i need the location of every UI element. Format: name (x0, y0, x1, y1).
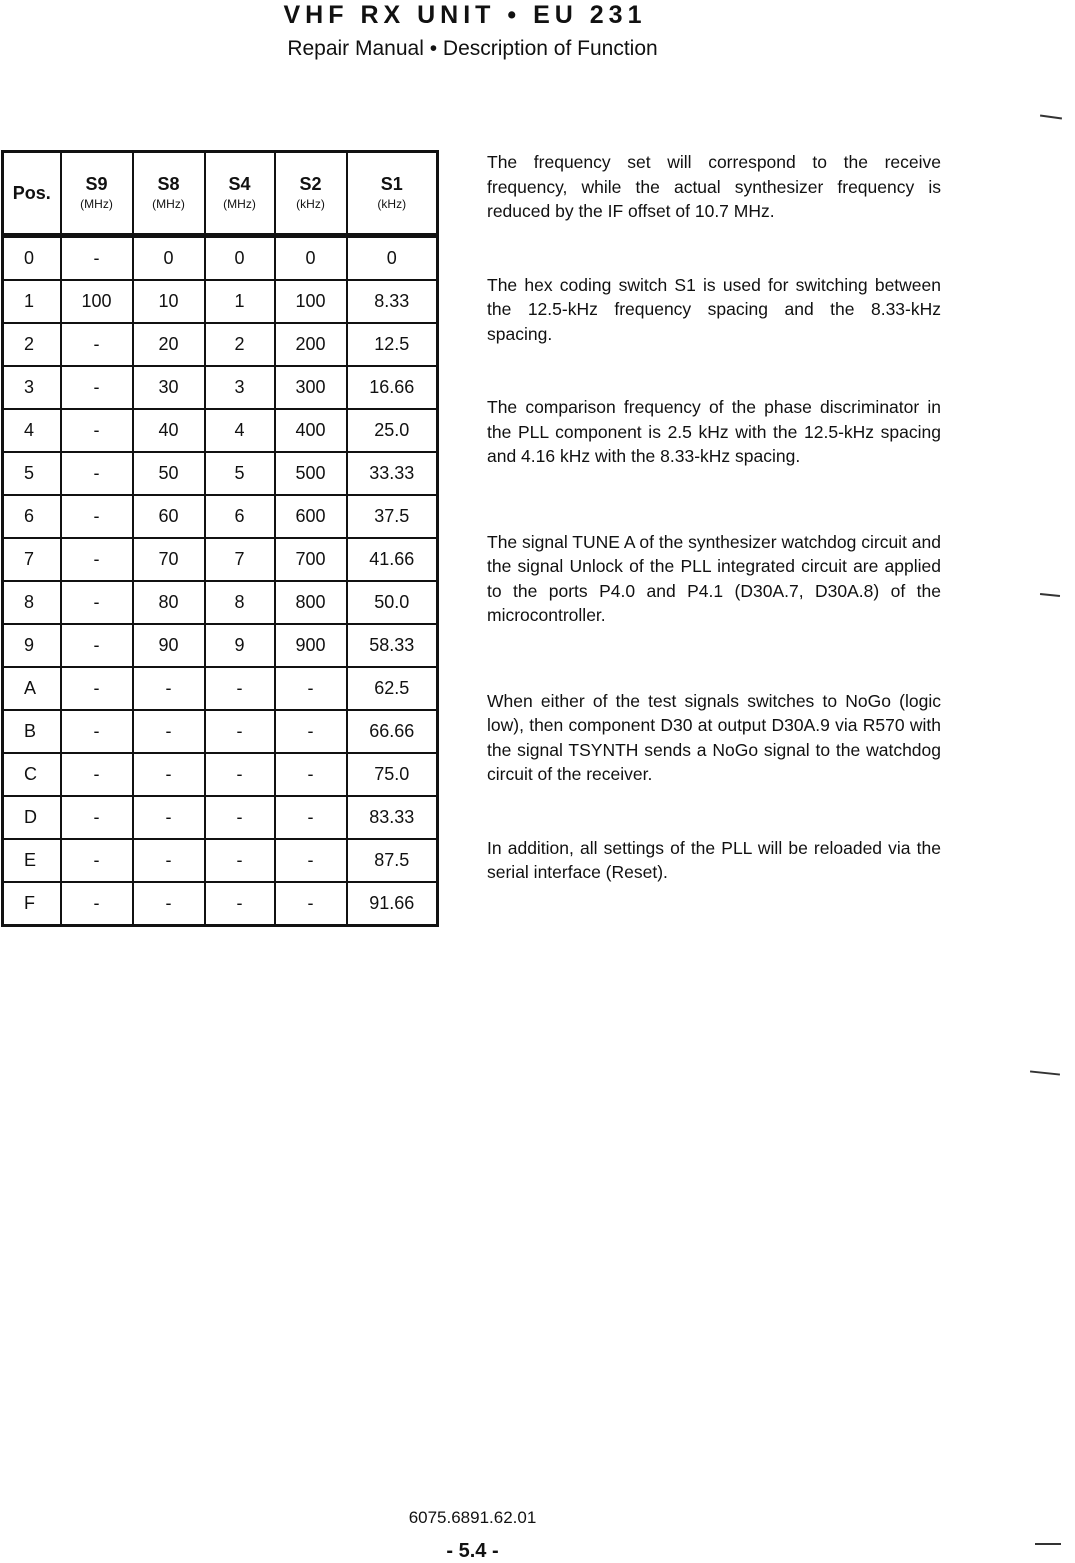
table-row (3, 280, 438, 323)
table-row (3, 452, 438, 495)
value-cell: - (133, 667, 205, 710)
position-cell: 6 (3, 495, 61, 538)
paragraph-hex-switch: The hex coding switch S1 is used for switching between the 12.5-kHz frequency spacing and the 8.33-kHz spacing. (487, 274, 941, 344)
value-cell: 8 (205, 581, 275, 624)
value-cell: - (61, 323, 133, 366)
value-cell: 2 (205, 323, 275, 366)
value-cell: 1 (205, 280, 275, 323)
value-cell: 400 (275, 409, 347, 452)
value-cell: - (61, 710, 133, 753)
table-header-row (3, 152, 438, 236)
position-cell: 9 (3, 624, 61, 667)
value-cell: 60 (133, 495, 205, 538)
position-cell: 3 (3, 366, 61, 409)
header-label: Pos. (12, 182, 51, 203)
value-cell: - (275, 882, 347, 926)
margin-mark (1040, 114, 1062, 119)
value-cell: 7 (205, 538, 275, 581)
value-cell: 0 (205, 236, 275, 281)
value-cell: 25.0 (347, 409, 438, 452)
header-label: S1 (380, 174, 403, 194)
page-number: - 5.4 - (446, 1540, 499, 1562)
value-cell: 80 (133, 581, 205, 624)
value-cell: 12.5 (347, 323, 438, 366)
value-cell: 70 (133, 538, 205, 581)
header-unit: (MHz) (80, 197, 113, 211)
value-cell: 9 (205, 624, 275, 667)
table-row (3, 495, 438, 538)
paragraph-watchdog-signals: The signal TUNE A of the synthesizer watchdog circuit and the signal Unlock of the PLL integrated circuit are applied to the ports P4.0 and P4.1 (D30A.7, D30A.8) of the microcontroller. (487, 531, 941, 625)
value-cell: 4 (205, 409, 275, 452)
value-cell: 83.33 (347, 796, 438, 839)
header-s1 (347, 152, 438, 236)
position-cell: 5 (3, 452, 61, 495)
header-pos (3, 152, 61, 236)
value-cell: - (61, 796, 133, 839)
position-cell: C (3, 753, 61, 796)
value-cell: 8.33 (347, 280, 438, 323)
value-cell: 6 (205, 495, 275, 538)
value-cell: 50.0 (347, 581, 438, 624)
value-cell: 0 (133, 236, 205, 281)
value-cell: - (61, 366, 133, 409)
table-row (3, 796, 438, 839)
value-cell: 16.66 (347, 366, 438, 409)
paragraph-nogo: When either of the test signals switches to NoGo (logic low), then component D30 at output D30A.9 via R570 with the signal TSYNTH sends a NoGo signal to the watchdog circuit of the receiver. (487, 690, 941, 784)
position-cell: 1 (3, 280, 61, 323)
margin-mark (1030, 1070, 1060, 1075)
header-unit: (kHz) (377, 197, 407, 211)
header-unit: (kHz) (296, 197, 325, 211)
value-cell: - (61, 882, 133, 926)
value-cell: 58.33 (347, 624, 438, 667)
position-cell: 4 (3, 409, 61, 452)
value-cell: - (133, 710, 205, 753)
value-cell: 300 (275, 366, 347, 409)
value-cell: 37.5 (347, 495, 438, 538)
value-cell: - (133, 753, 205, 796)
header-label: S2 (299, 174, 322, 194)
value-cell: 600 (275, 495, 347, 538)
value-cell: 200 (275, 323, 347, 366)
value-cell: 10 (133, 280, 205, 323)
table-row (3, 236, 438, 281)
position-cell: 7 (3, 538, 61, 581)
value-cell: 20 (133, 323, 205, 366)
table-row (3, 753, 438, 796)
description-text (487, 150, 941, 885)
value-cell: 41.66 (347, 538, 438, 581)
value-cell: - (133, 882, 205, 926)
header-s2 (275, 152, 347, 236)
value-cell: 900 (275, 624, 347, 667)
value-cell: 30 (133, 366, 205, 409)
value-cell: 100 (61, 280, 133, 323)
table-row (3, 667, 438, 710)
value-cell: - (275, 796, 347, 839)
value-cell: 66.66 (347, 710, 438, 753)
value-cell: - (275, 710, 347, 753)
table-row (3, 839, 438, 882)
value-cell: 75.0 (347, 753, 438, 796)
header-unit: (MHz) (152, 197, 185, 211)
document-title: VHF RX UNIT • EU 231 (283, 1, 647, 29)
header-s4 (205, 152, 275, 236)
header-label: S4 (228, 174, 251, 194)
table-row (3, 624, 438, 667)
position-cell: D (3, 796, 61, 839)
paragraph-reset: In addition, all settings of the PLL will be reloaded via the serial interface (Reset). (487, 837, 941, 882)
position-cell: 8 (3, 581, 61, 624)
value-cell: - (61, 538, 133, 581)
margin-mark (1035, 1543, 1061, 1545)
value-cell: - (275, 753, 347, 796)
position-cell: F (3, 882, 61, 926)
value-cell: 0 (275, 236, 347, 281)
value-cell: 62.5 (347, 667, 438, 710)
value-cell: 100 (275, 280, 347, 323)
header-unit: (MHz) (223, 197, 256, 211)
value-cell: - (61, 495, 133, 538)
document-subtitle: Repair Manual • Description of Function (287, 37, 658, 60)
header-s9 (61, 152, 133, 236)
header-label: S8 (157, 174, 180, 194)
value-cell: 33.33 (347, 452, 438, 495)
value-cell: 800 (275, 581, 347, 624)
value-cell: - (61, 452, 133, 495)
value-cell: 500 (275, 452, 347, 495)
value-cell: - (133, 839, 205, 882)
document-number: 6075.6891.62.01 (408, 1508, 537, 1527)
value-cell: - (205, 753, 275, 796)
value-cell: - (205, 667, 275, 710)
position-cell: E (3, 839, 61, 882)
value-cell: 0 (347, 236, 438, 281)
value-cell: 90 (133, 624, 205, 667)
table-row (3, 409, 438, 452)
value-cell: - (275, 667, 347, 710)
position-cell: B (3, 710, 61, 753)
value-cell: - (205, 710, 275, 753)
table-row (3, 538, 438, 581)
value-cell: - (133, 796, 205, 839)
value-cell: - (61, 581, 133, 624)
value-cell: - (205, 796, 275, 839)
position-cell: A (3, 667, 61, 710)
paragraph-comparison-frequency: The comparison frequency of the phase discriminator in the PLL component is 2.5 kHz with the 12.5-kHz spacing and 4.16 kHz with the 8.33-kHz spacing. (487, 397, 941, 466)
position-cell: 0 (3, 236, 61, 281)
table-row (3, 366, 438, 409)
header-s8 (133, 152, 205, 236)
value-cell: - (61, 409, 133, 452)
margin-mark (1040, 593, 1060, 597)
value-cell: - (61, 753, 133, 796)
table-row (3, 323, 438, 366)
paragraph-if-offset: The frequency set will correspond to the receive frequency, while the actual synthesizer frequency is reduced by the IF offset of 10.7 MHz. (487, 152, 941, 221)
table-row (3, 882, 438, 926)
value-cell: 40 (133, 409, 205, 452)
table-row (3, 710, 438, 753)
value-cell: 700 (275, 538, 347, 581)
switch-position-table (1, 150, 439, 927)
header-label: S9 (85, 174, 108, 194)
value-cell: 87.5 (347, 839, 438, 882)
value-cell: 3 (205, 366, 275, 409)
value-cell: - (61, 236, 133, 281)
value-cell: - (61, 624, 133, 667)
value-cell: 50 (133, 452, 205, 495)
value-cell: - (61, 839, 133, 882)
table-row (3, 581, 438, 624)
value-cell: - (61, 667, 133, 710)
position-cell: 2 (3, 323, 61, 366)
value-cell: - (205, 882, 275, 926)
value-cell: 91.66 (347, 882, 438, 926)
value-cell: - (205, 839, 275, 882)
value-cell: - (275, 839, 347, 882)
value-cell: 5 (205, 452, 275, 495)
